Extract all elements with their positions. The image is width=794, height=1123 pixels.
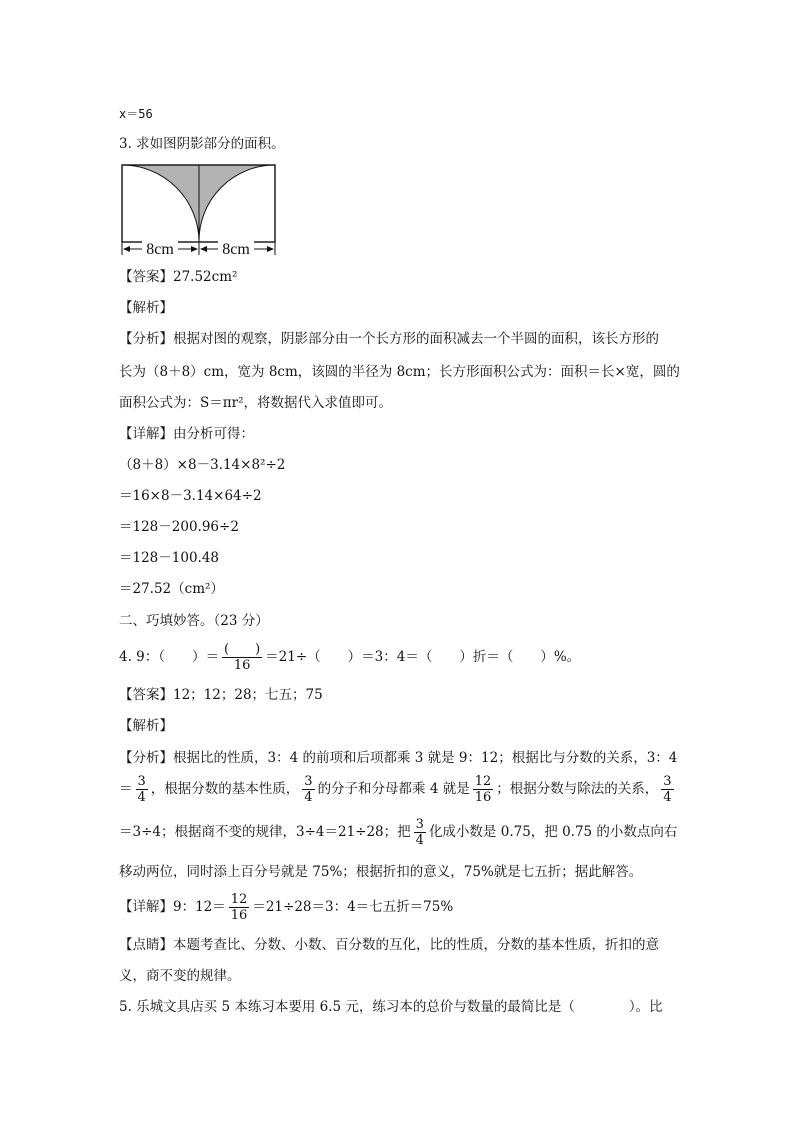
solution-result: x＝56 <box>119 107 153 121</box>
dim-label-right: 8cm <box>222 241 250 258</box>
calc-step-2: ＝16×8－3.14×64÷2 <box>119 488 262 504</box>
q4-jiexi: 【解析】 <box>119 718 173 734</box>
q3-fenxi-line2: 长为（8＋8）cm，宽为 8cm，该圆的半径为 8cm；长方形面积公式为：面积＝长×宽，圆的 <box>119 364 680 380</box>
calc-step-1: （8＋8）×8－3.14×8²÷2 <box>119 457 286 473</box>
calc-step-3: ＝128－200.96÷2 <box>119 519 239 535</box>
q4-fenxi-line2: ＝ $\frac{3}{4}$ ，根据分数的基本性质， $\frac{3}{4}$ 的分子和分母都乘 4 就是 $\frac{12}{16}$ ；根据分数与除法的关系， $\frac{3}{4}$ <box>119 774 672 805</box>
q4-answer: 【答案】12；12；28；七五；75 <box>119 687 323 703</box>
section-heading: 二、巧填妙答。（23 分） <box>119 613 269 629</box>
blank-fraction: $\frac{( )}{16}$ <box>224 642 261 673</box>
q3-answer: 【答案】27.52cm² <box>119 269 238 285</box>
q3-fenxi-line1: 【分析】根据对图的观察，阴影部分由一个长方形的面积减去一个半圆的面积，该长方形的 <box>119 331 659 347</box>
q4-fenxi-line1: 【分析】根据比的性质，3：4 的前项和后项都乘 3 就是 9：12；根据比与分数的关系，3：4 <box>119 750 678 766</box>
left-shaded-region <box>122 165 199 242</box>
right-shaded-region <box>199 165 275 242</box>
q3-xiangjie: 【详解】由分析可得： <box>119 426 254 442</box>
calc-step-5: ＝27.52（cm²） <box>119 581 224 597</box>
q3-jiexi: 【解析】 <box>119 300 173 316</box>
shaded-area-figure <box>118 160 280 260</box>
q4-dianjing-line2: 义，商不变的规律。 <box>119 968 241 984</box>
question-3: 3. 求如图阴影部分的面积。 <box>119 136 285 152</box>
dim-label-left: 8cm <box>146 241 174 258</box>
q4-fenxi-line3: ＝3÷4；根据商不变的规律，3÷4＝21÷28；把 $\frac{3}{4}$ 化成小数是 0.75，把 0.75 的小数点向右 <box>119 817 678 848</box>
q4-xiangjie: 【详解】9：12＝ $\frac{12}{16}$ ＝21÷28＝3：4＝七五折＝75% <box>119 892 454 923</box>
question-5: 5. 乐城文具店买 5 本练习本要用 6.5 元，练习本的总价与数量的最简比是（ ）。比 <box>119 999 663 1015</box>
q3-fenxi-line3: 面积公式为：S＝πr²，将数据代入求值即可。 <box>119 395 392 411</box>
calc-step-4: ＝128－100.48 <box>119 550 220 566</box>
q4-dianjing-line1: 【点睛】本题考查比、分数、小数、百分数的互化，比的性质，分数的基本性质，折扣的意 <box>119 937 659 953</box>
question-4: 4. 9：（ ）＝ $\frac{( )}{16}$ ＝21÷（ ）＝3：4＝（ ）折＝（ ）%。 <box>119 642 581 673</box>
q4-fenxi-line4: 移动两位，同时添上百分号就是 75%；根据折扣的意义，75%就是七五折；据此解答。 <box>119 864 643 880</box>
